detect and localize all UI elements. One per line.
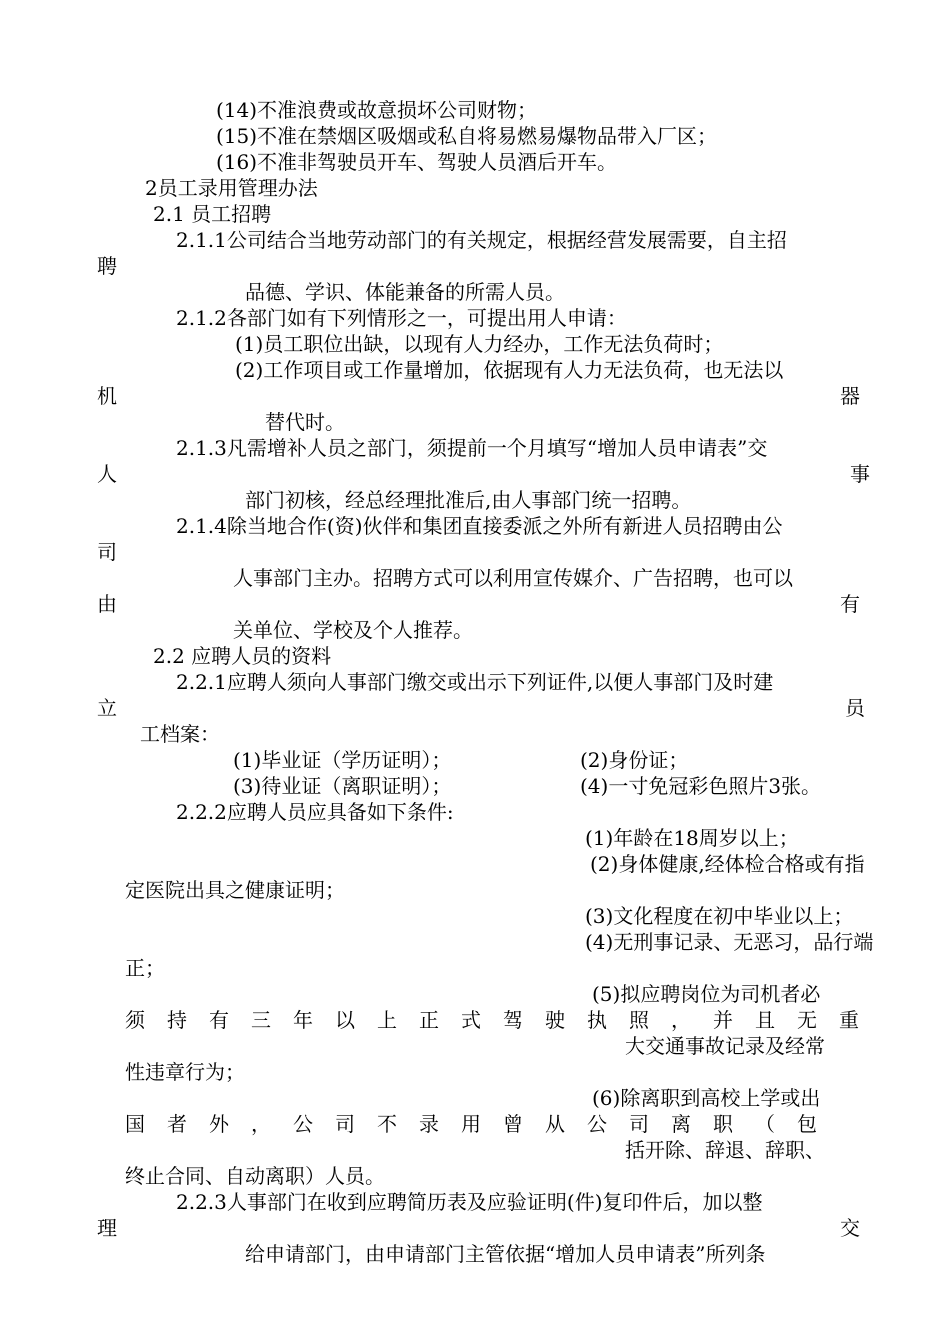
item-2-1-2-2-char-right: 器 [840,384,860,408]
para-2-2-2: 2.2.2应聘人员应具备如下条件: [176,800,454,824]
para-2-2-3: 2.2.3人事部门在收到应聘简历表及应验证明(件)复印件后，加以整 [176,1190,763,1214]
para-2-1-3-char-right: 事 [850,462,870,486]
item-2-1-2-2: (2)工作项目或工作量增加，依据现有人力无法负荷，也无法以 [235,358,784,382]
doc-item-1: (1)毕业证（学历证明）； [233,748,452,772]
para-2-2-1: 2.2.1应聘人须向人事部门缴交或出示下列证件,以便人事部门及时建 [176,670,774,694]
para-2-2-3-char-left: 理 [97,1216,117,1240]
cond-6-cont-2: 括开除、辞退、辞职、 [625,1138,825,1162]
section-2-heading: 2员工录用管理办法 [145,176,318,200]
para-2-1-4: 2.1.4除当地合作(资)伙伴和集团直接委派之外所有新进人员招聘由公 [176,514,783,538]
cond-5-cont: 须持有三年以上正式驾驶执照，并且无重 [125,1008,881,1032]
cond-4: (4)无刑事记录、无恶习，品行端 [585,930,874,954]
doc-item-3: (3)待业证（离职证明）； [233,774,452,798]
rule-16: (16)不准非驾驶员开车、驾驶人员酒后开车。 [216,150,618,174]
cond-1: (1)年龄在18周岁以上； [585,826,799,850]
para-2-1-4-char-left: 由 [97,592,117,616]
doc-item-4: (4)一寸免冠彩色照片3张。 [580,774,822,798]
cond-6: (6)除离职到高校上学或出 [592,1086,821,1110]
cond-3: (3)文化程度在初中毕业以上； [585,904,854,928]
para-2-1-1-char: 聘 [97,254,117,278]
para-2-1-3: 2.1.3凡需增补人员之部门，须提前一个月填写“增加人员申请表”交 [176,436,768,460]
doc-item-2: (2)身份证； [580,748,689,772]
para-2-1-4-char-right: 有 [840,592,860,616]
para-2-1-4-end: 关单位、学校及个人推荐。 [233,618,473,642]
para-2-2-1-char-left: 立 [97,696,117,720]
para-2-1-3-char-left: 人 [97,462,117,486]
para-2-1-1-cont: 品德、学识、体能兼备的所需人员。 [245,280,565,304]
para-2-1-2: 2.1.2各部门如有下列情形之一，可提出用人申请： [176,306,627,330]
para-2-2-1-char-right: 员 [845,696,865,720]
cond-5: (5)拟应聘岗位为司机者必 [592,982,821,1006]
item-2-1-2-2-char-left: 机 [97,384,117,408]
item-2-1-2-2-cont: 替代时。 [265,410,345,434]
cond-4-cont: 正； [125,956,165,980]
section-2-2-heading: 2.2 应聘人员的资料 [153,644,332,668]
cond-6-end: 终止合同、自动离职）人员。 [125,1164,385,1188]
para-2-1-1: 2.1.1公司结合当地劳动部门的有关规定，根据经营发展需要，自主招 [176,228,787,252]
rule-14: (14)不准浪费或故意损坏公司财物； [216,98,538,122]
para-2-1-4-char: 司 [97,540,117,564]
cond-5-cont-2: 大交通事故记录及经常 [625,1034,825,1058]
para-2-2-3-char-right: 交 [840,1216,860,1240]
cond-6-cont: 国者外，公司不录用曾从公司离职（包 [125,1112,839,1136]
para-2-1-4-cont: 人事部门主办。招聘方式可以利用宣传媒介、广告招聘，也可以 [233,566,793,590]
item-2-1-2-1: (1)员工职位出缺，以现有人力经办，工作无法负荷时； [235,332,724,356]
para-2-2-3-cont: 给申请部门，由申请部门主管依据“增加人员申请表”所列条 [245,1242,766,1266]
rule-15: (15)不准在禁烟区吸烟或私自将易燃易爆物品带入厂区； [216,124,718,148]
para-2-1-3-cont: 部门初核，经总经理批准后,由人事部门统一招聘。 [245,488,692,512]
cond-5-end: 性违章行为； [125,1060,245,1084]
cond-2-cont: 定医院出具之健康证明； [125,878,345,902]
section-2-1-heading: 2.1 员工招聘 [153,202,272,226]
cond-2: (2)身体健康,经体检合格或有指 [590,852,865,876]
para-2-2-1-cont: 工档案： [140,722,220,746]
